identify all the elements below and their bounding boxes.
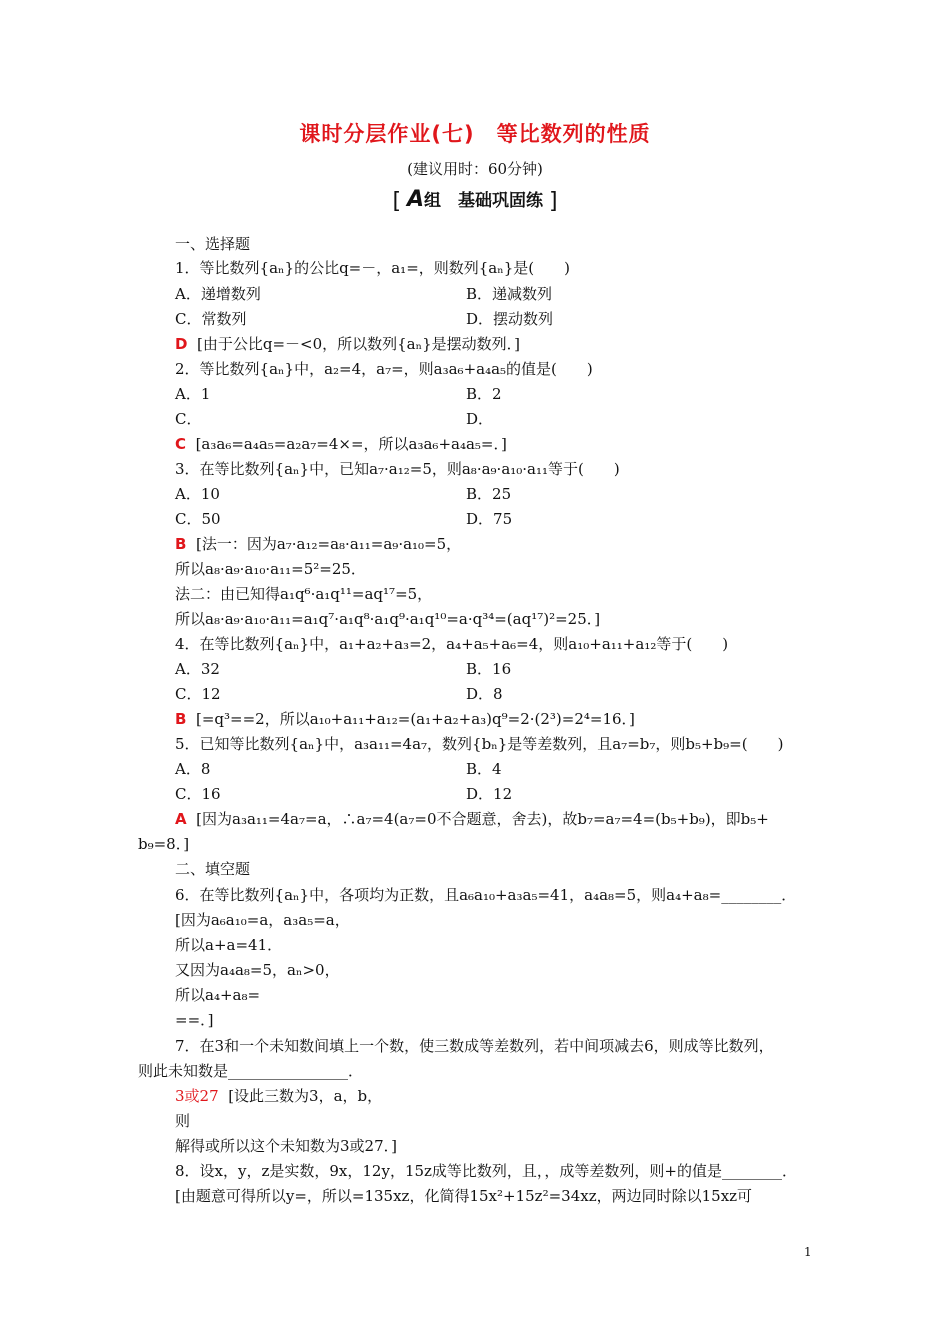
line-text: [因为a₆a₁₀=a，a₃a₅=a， [175, 911, 350, 929]
text-line [175, 885, 796, 905]
text-line [175, 584, 432, 604]
line-text: 则此未知数是________________． [138, 1062, 364, 1080]
line-text: 6．在等比数列{aₙ}中，各项均为正数，且a₆a₁₀+a₃a₅=41，a₄a₈=5，则a₄+a₈=________． [175, 886, 797, 904]
line-text: A．8 [175, 760, 211, 778]
line-text: 所以a₈·a₉·a₁₀·a₁₁=a₁q⁷·a₁q⁸·a₁q⁹·a₁q¹⁰=a·q³⁴=(aq¹⁷)²=25．] [175, 610, 601, 628]
text-line [138, 834, 189, 854]
line-text: A．10 [175, 485, 220, 503]
text-line [175, 684, 221, 704]
text-line [175, 784, 221, 804]
line-text: D．12 [466, 785, 513, 803]
answer-marker: D [175, 335, 188, 353]
line-text: C．50 [175, 510, 221, 528]
text-line [175, 1111, 190, 1131]
line-text: C． [175, 410, 202, 428]
line-text: D． [466, 410, 494, 428]
page-number: 1 [804, 1245, 812, 1259]
text-line [175, 859, 250, 879]
line-text: 则 [175, 1112, 191, 1130]
text-line [175, 1161, 797, 1181]
line-text: C．常数列 [175, 310, 247, 328]
line-text: 所以a₄+a₈= [175, 986, 261, 1004]
text-line [175, 935, 282, 955]
banner-close-bracket: ] [548, 189, 558, 214]
text-line [175, 809, 769, 829]
line-text: B．4 [466, 760, 502, 778]
line-text: 解得或所以这个未知数为3或27．] [175, 1137, 397, 1155]
text-line [175, 1186, 752, 1206]
line-text: 3．在等比数列{aₙ}中，已知a₇·a₁₂=5，则a₈·a₉·a₁₀·a₁₁等于( ) [175, 460, 620, 478]
text-line [175, 284, 261, 304]
line-text: 二、填空题 [175, 860, 251, 878]
text-line [175, 709, 635, 729]
line-text: ==．] [175, 1011, 214, 1029]
line-text: D．摆动数列 [466, 310, 554, 328]
text-line [175, 434, 507, 454]
text-line [138, 1061, 363, 1081]
text-line [175, 659, 220, 679]
text-line [175, 409, 201, 429]
text-line [175, 960, 340, 980]
text-line [175, 234, 250, 254]
line-text: 又因为a₄a₈=5，aₙ>0， [175, 961, 340, 979]
line-text: 5．已知等比数列{aₙ}中，a₃a₁₁=4a₇，数列{bₙ}是等差数列，且a₇=b₇，则b₅+b₉=( ) [175, 735, 784, 753]
line-text: 2．等比数列{aₙ}中，a₂=4，a₇=，则a₃a₆+a₄a₅的值是( ) [175, 360, 593, 378]
text-line [175, 559, 366, 579]
text-line [175, 1036, 774, 1056]
answer-marker: C [175, 435, 187, 453]
line-text: 7．在3和一个未知数间填上一个数，使三数成等差数列，若中间项减去6，则成等比数列， [175, 1037, 774, 1055]
line-text: D．75 [466, 510, 513, 528]
text-line [466, 784, 512, 804]
banner-label: 组 基础巩固练 [424, 191, 544, 211]
text-line [466, 659, 511, 679]
banner-letter: A [406, 187, 425, 212]
text-line [175, 609, 600, 629]
line-text: 所以a+a=41． [175, 936, 283, 954]
line-text: [a₃a₆=a₄a₅=a₂a₇=4×=，所以a₃a₆+a₄a₅=．] [195, 435, 507, 453]
text-line [175, 1010, 214, 1030]
answer-marker: 3或27 [175, 1087, 219, 1105]
line-text: B．2 [466, 385, 502, 403]
answer-marker: A [175, 810, 187, 828]
text-line [466, 759, 502, 779]
line-text: 所以a₈·a₉·a₁₀·a₁₁=5²=25． [175, 560, 366, 578]
text-line [175, 258, 570, 278]
line-text: C．12 [175, 685, 221, 703]
text-line [175, 309, 246, 329]
answer-marker: B [175, 535, 187, 553]
line-text: 1．等比数列{aₙ}的公比q=－，a₁=，则数列{aₙ}是( ) [175, 259, 570, 277]
line-text: [由于公比q=－<0，所以数列{aₙ}是摆动数列．] [197, 335, 521, 353]
line-text: B．25 [466, 485, 512, 503]
text-line [466, 409, 493, 429]
text-line [175, 509, 221, 529]
page-title: 课时分层作业(七) 等比数列的性质 [299, 122, 651, 146]
text-line [466, 284, 552, 304]
line-text: A．递增数列 [175, 285, 261, 303]
line-text: 4．在等比数列{aₙ}中，a₁+a₂+a₃=2，a₄+a₅+a₆=4，则a₁₀+a₁₁+a₁₂等于( ) [175, 635, 729, 653]
text-line [175, 734, 783, 754]
line-text: b₉=8．] [138, 835, 190, 853]
text-line [175, 484, 220, 504]
line-text: [设此三数为3，a，b， [228, 1087, 383, 1105]
text-line [466, 684, 503, 704]
line-text: B．16 [466, 660, 512, 678]
line-text: [因为a₃a₁₁=4a₇=a，∴a₇=4(a₇=0不合题意，舍去)，故b₇=a₇=4=(b₅+b₉)，即b₅+ [196, 810, 769, 828]
text-line [466, 309, 553, 329]
text-line [175, 985, 260, 1005]
page-subtitle: (建议用时：60分钟) [407, 160, 543, 178]
line-text: 一、选择题 [175, 235, 251, 253]
text-line [175, 759, 210, 779]
text-line [175, 534, 461, 554]
text-line [466, 509, 512, 529]
text-line [466, 384, 502, 404]
line-text: D．8 [466, 685, 503, 703]
answer-marker: B [175, 710, 187, 728]
text-line [175, 359, 593, 379]
text-line [175, 1136, 397, 1156]
line-text: A．32 [175, 660, 220, 678]
text-line [466, 484, 511, 504]
section-banner [0, 186, 950, 214]
line-text: [=q³==2，所以a₁₀+a₁₁+a₁₂=(a₁+a₂+a₃)q⁹=2·(2³)=2⁴=16．] [195, 710, 635, 728]
text-line [175, 459, 620, 479]
banner-open-bracket: [ [392, 189, 402, 214]
text-line [175, 334, 520, 354]
text-line [175, 384, 210, 404]
line-text: 8．设x，y，z是实数，9x，12y，15z成等比数列，且，，成等差数列，则+的值是________． [175, 1162, 798, 1180]
text-line [175, 634, 728, 654]
line-text: B．递减数列 [466, 285, 553, 303]
line-text: [法一：因为a₇·a₁₂=a₈·a₁₁=a₉·a₁₀=5， [195, 535, 462, 553]
line-text: [由题意可得所以y=，所以=135xz，化简得15x²+15z²=34xz，两边同时除以15xz可 [175, 1187, 753, 1205]
line-text: A．1 [175, 385, 211, 403]
text-line [175, 910, 350, 930]
text-line [175, 1086, 382, 1106]
line-text: 法二：由已知得a₁q⁶·a₁q¹¹=aq¹⁷=5， [175, 585, 433, 603]
line-text: C．16 [175, 785, 221, 803]
